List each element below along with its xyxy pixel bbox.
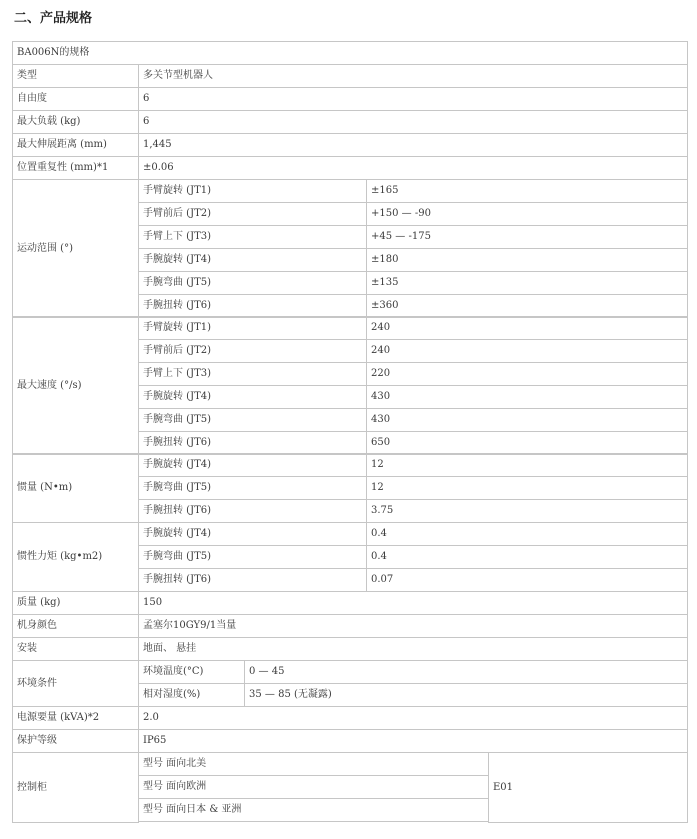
spec-value-range: ±180 bbox=[366, 248, 688, 272]
spec-axis-range: 手腕弯曲 (JT5) bbox=[138, 271, 367, 295]
spec-value-range: ±165 bbox=[366, 179, 688, 203]
spec-value-range: ±135 bbox=[366, 271, 688, 295]
spec-value-torque: 12 bbox=[366, 453, 688, 477]
spec-label-range: 运动范围 (°) bbox=[12, 179, 139, 318]
spec-axis-speed: 手腕旋转 (JT4) bbox=[138, 385, 367, 409]
spec-value-controller: E01 bbox=[488, 752, 688, 823]
spec-axis-speed: 手腕弯曲 (JT5) bbox=[138, 408, 367, 432]
spec-value-inertia: 0.07 bbox=[366, 568, 688, 592]
spec-axis-speed: 手腕扭转 (JT6) bbox=[138, 431, 367, 455]
spec-value-protection: IP65 bbox=[138, 729, 688, 753]
spec-axis-range: 手臂前后 (JT2) bbox=[138, 202, 367, 226]
spec-label-protection: 保护等级 bbox=[12, 729, 139, 753]
spec-value-inertia: 0.4 bbox=[366, 545, 688, 569]
spec-value-repeat: ±0.06 bbox=[138, 156, 688, 180]
spec-value-dof: 6 bbox=[138, 87, 688, 111]
spec-value-range: +45 — -175 bbox=[366, 225, 688, 249]
spec-axis-range: 手腕旋转 (JT4) bbox=[138, 248, 367, 272]
spec-value-range: +150 — -90 bbox=[366, 202, 688, 226]
spec-value-torque: 12 bbox=[366, 476, 688, 500]
spec-value-install: 地面、 悬挂 bbox=[138, 637, 688, 661]
spec-env-value: 0 — 45 bbox=[244, 660, 688, 684]
table-title: BA006N的规格 bbox=[12, 41, 688, 65]
spec-label-inertia: 惯性力矩 (kg•m2) bbox=[12, 522, 139, 592]
spec-label-speed: 最大速度 (°/s) bbox=[12, 316, 139, 455]
spec-axis-range: 手臂旋转 (JT1) bbox=[138, 179, 367, 203]
spec-label-mass: 质量 (kg) bbox=[12, 591, 139, 615]
spec-label-controller: 控制柜 bbox=[12, 752, 139, 823]
spec-axis-range: 手腕扭转 (JT6) bbox=[138, 294, 367, 318]
spec-env-name: 相对湿度(%) bbox=[138, 683, 245, 707]
spec-value-color: 孟塞尔10GY9/1当量 bbox=[138, 614, 688, 638]
spec-label-power: 电源要量 (kVA)*2 bbox=[12, 706, 139, 730]
spec-axis-speed: 手臂旋转 (JT1) bbox=[138, 316, 367, 340]
spec-value-speed: 430 bbox=[366, 408, 688, 432]
spec-value-power: 2.0 bbox=[138, 706, 688, 730]
spec-value-payload: 6 bbox=[138, 110, 688, 134]
spec-value-speed: 430 bbox=[366, 385, 688, 409]
spec-axis-speed: 手臂上下 (JT3) bbox=[138, 362, 367, 386]
spec-label-env: 环境条件 bbox=[12, 660, 139, 707]
spec-label-dof: 自由度 bbox=[12, 87, 139, 111]
spec-label-payload: 最大负载 (kg) bbox=[12, 110, 139, 134]
spec-value-speed: 220 bbox=[366, 362, 688, 386]
spec-label-type: 类型 bbox=[12, 64, 139, 88]
spec-label-torque: 惯量 (N•m) bbox=[12, 453, 139, 523]
spec-axis-torque: 手腕旋转 (JT4) bbox=[138, 453, 367, 477]
spec-axis-torque: 手腕弯曲 (JT5) bbox=[138, 476, 367, 500]
spec-value-speed: 650 bbox=[366, 431, 688, 455]
spec-value-speed: 240 bbox=[366, 339, 688, 363]
spec-axis-inertia: 手腕弯曲 (JT5) bbox=[138, 545, 367, 569]
spec-axis-inertia: 手腕旋转 (JT4) bbox=[138, 522, 367, 546]
spec-value-type: 多关节型机器人 bbox=[138, 64, 688, 88]
spec-value-torque: 3.75 bbox=[366, 499, 688, 523]
spec-axis-speed: 手臂前后 (JT2) bbox=[138, 339, 367, 363]
spec-label-color: 机身颜色 bbox=[12, 614, 139, 638]
spec-value-reach: 1,445 bbox=[138, 133, 688, 157]
spec-controller-model: 型号 面向日本 & 亚洲 bbox=[138, 798, 489, 822]
spec-value-speed: 240 bbox=[366, 316, 688, 340]
spec-controller-model: 型号 面向欧洲 bbox=[138, 775, 489, 799]
spec-env-value: 35 — 85 (无凝露) bbox=[244, 683, 688, 707]
spec-label-repeat: 位置重复性 (mm)*1 bbox=[12, 156, 139, 180]
spec-label-install: 安装 bbox=[12, 637, 139, 661]
spec-value-inertia: 0.4 bbox=[366, 522, 688, 546]
section-heading: 二、产品规格 bbox=[14, 11, 93, 26]
spec-axis-torque: 手腕扭转 (JT6) bbox=[138, 499, 367, 523]
spec-env-name: 环境温度(°C) bbox=[138, 660, 245, 684]
spec-axis-inertia: 手腕扭转 (JT6) bbox=[138, 568, 367, 592]
spec-axis-range: 手臂上下 (JT3) bbox=[138, 225, 367, 249]
spec-value-range: ±360 bbox=[366, 294, 688, 318]
spec-value-mass: 150 bbox=[138, 591, 688, 615]
spec-controller-model: 型号 面向北美 bbox=[138, 752, 489, 776]
spec-label-reach: 最大伸展距离 (mm) bbox=[12, 133, 139, 157]
